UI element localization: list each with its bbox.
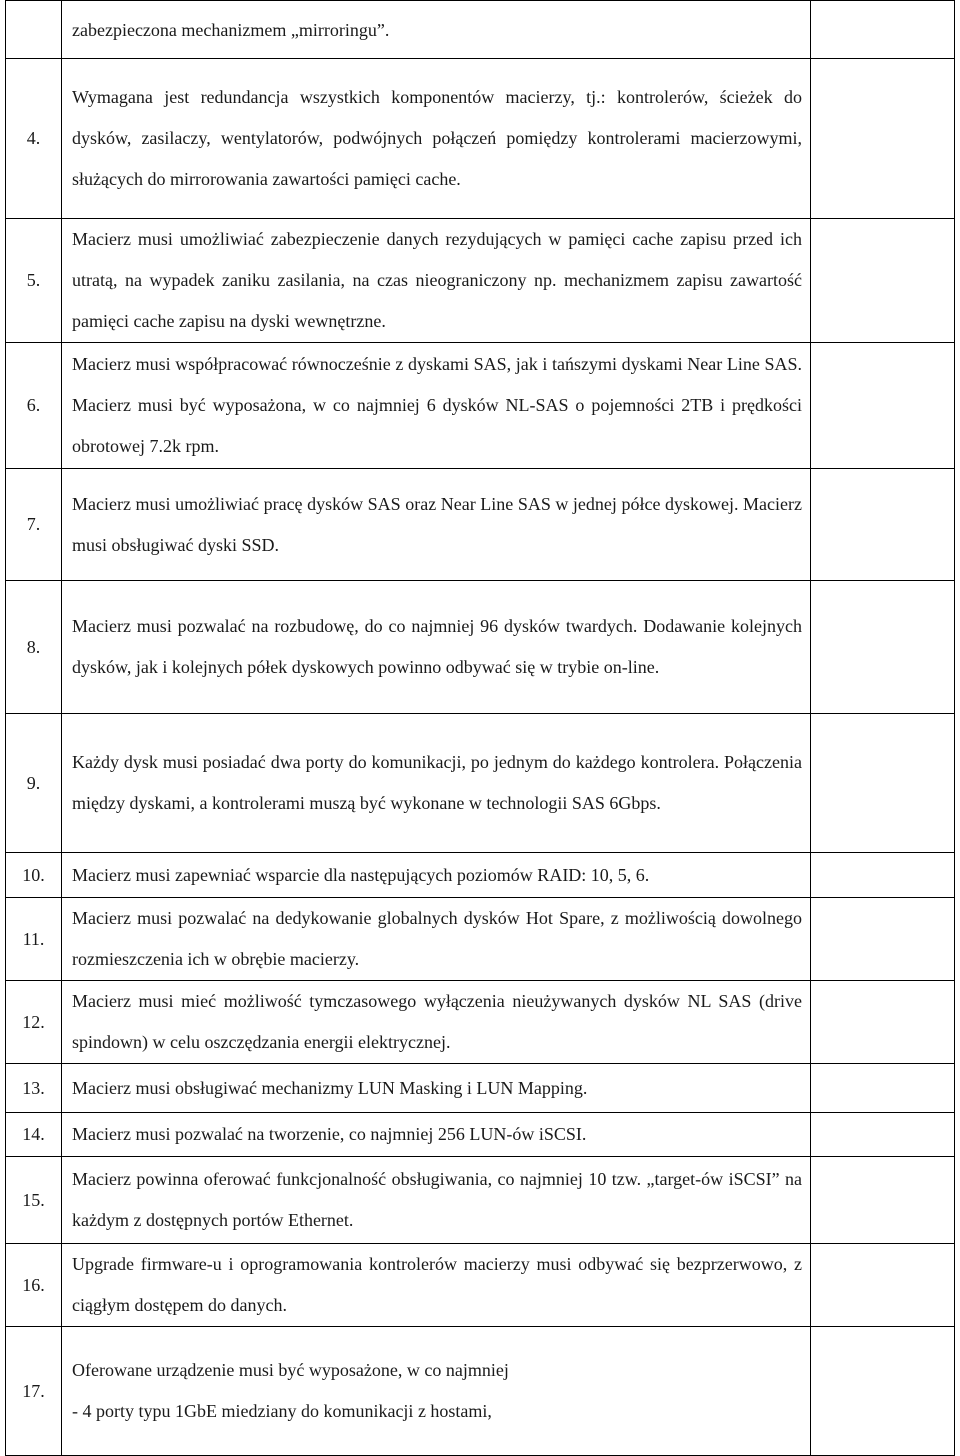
requirement-row [6, 1244, 955, 1327]
requirement-row [6, 1157, 955, 1244]
compliance-cell [811, 343, 955, 469]
requirement-description [62, 581, 811, 714]
requirement-text: - 4 porty typu 1GbE miedziany do komunikacji z hostami, [72, 1401, 492, 1421]
requirement-number: 13. [6, 1064, 62, 1113]
compliance-cell [811, 219, 955, 343]
requirement-row [6, 343, 955, 469]
requirement-description [62, 219, 811, 343]
specification-table-body [6, 1, 955, 1456]
requirement-description [62, 981, 811, 1064]
requirement-row [6, 981, 955, 1064]
compliance-cell [811, 1244, 955, 1327]
requirement-text: Macierz musi obsługiwać mechanizmy LUN Masking i LUN Mapping. [72, 1077, 588, 1098]
requirement-text: Macierz musi pozwalać na dedykowanie globalnych dysków Hot Spare, z możliwością dowolnego rozmieszczenia ich w obrębie macierzy. [72, 908, 802, 969]
compliance-cell [811, 898, 955, 981]
requirement-description [62, 469, 811, 581]
requirement-description [62, 1244, 811, 1327]
requirement-number: 10. [6, 853, 62, 898]
compliance-cell [811, 1113, 955, 1157]
compliance-cell [811, 714, 955, 853]
requirement-number: 11. [6, 898, 62, 981]
requirement-row [6, 1113, 955, 1157]
requirement-row [6, 1, 955, 59]
requirement-row [6, 898, 955, 981]
compliance-cell [811, 59, 955, 219]
compliance-cell [811, 469, 955, 581]
compliance-cell [811, 581, 955, 714]
requirement-description [62, 59, 811, 219]
requirement-text: Każdy dysk musi posiadać dwa porty do komunikacji, po jednym do każdego kontrolera. Połączenia między dyskami, a kontrolerami muszą być wykonane w technologii SAS 6Gbps. [72, 752, 802, 813]
requirement-text: Macierz powinna oferować funkcjonalność obsługiwania, co najmniej 10 tzw. „target-ów iSCSI” na każdym z dostępnych portów Ethernet. [72, 1169, 802, 1230]
requirement-description [62, 1113, 811, 1157]
requirement-text: Macierz musi współpracować równocześnie z dyskami SAS, jak i tańszymi dyskami Near Line SAS. Macierz musi być wyposażona, w co najmniej 6 dysków NL-SAS o pojemności 2TB i prędkości obrotowej 7.2k rpm. [72, 354, 802, 456]
compliance-cell [811, 1, 955, 59]
compliance-cell [811, 1064, 955, 1113]
requirement-number: 16. [6, 1244, 62, 1327]
requirement-number: 4. [6, 59, 62, 219]
requirement-description [62, 343, 811, 469]
compliance-cell [811, 853, 955, 898]
requirement-description [62, 1327, 811, 1456]
specification-table [5, 0, 955, 1456]
requirement-number: 14. [6, 1113, 62, 1157]
requirement-text: Macierz musi zapewniać wsparcie dla następujących poziomów RAID: 10, 5, 6. [72, 864, 650, 885]
compliance-cell [811, 1157, 955, 1244]
requirement-row [6, 853, 955, 898]
requirement-text: Macierz musi umożliwiać pracę dysków SAS oraz Near Line SAS w jednej półce dyskowej. Macierz musi obsługiwać dyski SSD. [72, 493, 802, 555]
requirement-row [6, 1327, 955, 1456]
requirement-text: Macierz musi umożliwiać zabezpieczenie danych rezydujących w pamięci cache zapisu przed ich utratą, na wypadek zaniku zasilania, na czas nieograniczony np. mechanizmem zapisu zawartość pamięci cache zapisu na dyski wewnętrzne. [72, 229, 802, 331]
requirement-row [6, 581, 955, 714]
requirement-text: Wymagana jest redundancja wszystkich komponentów macierzy, tj.: kontrolerów, ścieżek do dysków, zasilaczy, wentylatorów, podwójnych połączeń pomiędzy kontrolerami macierzowymi, służących do mirrorowania zawartości pamięci cache. [72, 87, 802, 189]
requirement-description [62, 1157, 811, 1244]
requirement-number: 15. [6, 1157, 62, 1244]
requirement-number: 5. [6, 219, 62, 343]
requirement-number [6, 1, 62, 59]
requirement-row [6, 714, 955, 853]
requirement-number: 9. [6, 714, 62, 853]
requirement-description [62, 1, 811, 59]
requirement-number: 12. [6, 981, 62, 1064]
requirement-row [6, 219, 955, 343]
requirement-row [6, 1064, 955, 1113]
requirement-number: 6. [6, 343, 62, 469]
requirement-number: 17. [6, 1327, 62, 1456]
requirement-text: Upgrade firmware-u i oprogramowania kontrolerów macierzy musi odbywać się bezprzerwowo, z ciągłym dostępem do danych. [72, 1254, 802, 1315]
requirement-text: Macierz musi mieć możliwość tymczasowego wyłączenia nieużywanych dysków NL SAS (drive spindown) w celu oszczędzania energii elektrycznej. [72, 991, 802, 1052]
requirement-description [62, 714, 811, 853]
requirement-number: 8. [6, 581, 62, 714]
requirement-row [6, 59, 955, 219]
requirement-number: 7. [6, 469, 62, 581]
requirement-text: Macierz musi pozwalać na tworzenie, co najmniej 256 LUN-ów iSCSI. [72, 1124, 587, 1144]
requirement-description [62, 898, 811, 981]
requirement-text: zabezpieczona mechanizmem „mirroringu”. [72, 19, 390, 40]
compliance-cell [811, 1327, 955, 1456]
requirement-description [62, 1064, 811, 1113]
requirement-text: Oferowane urządzenie musi być wyposażone, w co najmniej [72, 1360, 509, 1380]
compliance-cell [811, 981, 955, 1064]
requirement-description [62, 853, 811, 898]
requirement-text: Macierz musi pozwalać na rozbudowę, do co najmniej 96 dysków twardych. Dodawanie kolejnych dysków, jak i kolejnych półek dyskowych powinno odbywać się w trybie on-line. [72, 616, 802, 677]
requirement-row [6, 469, 955, 581]
